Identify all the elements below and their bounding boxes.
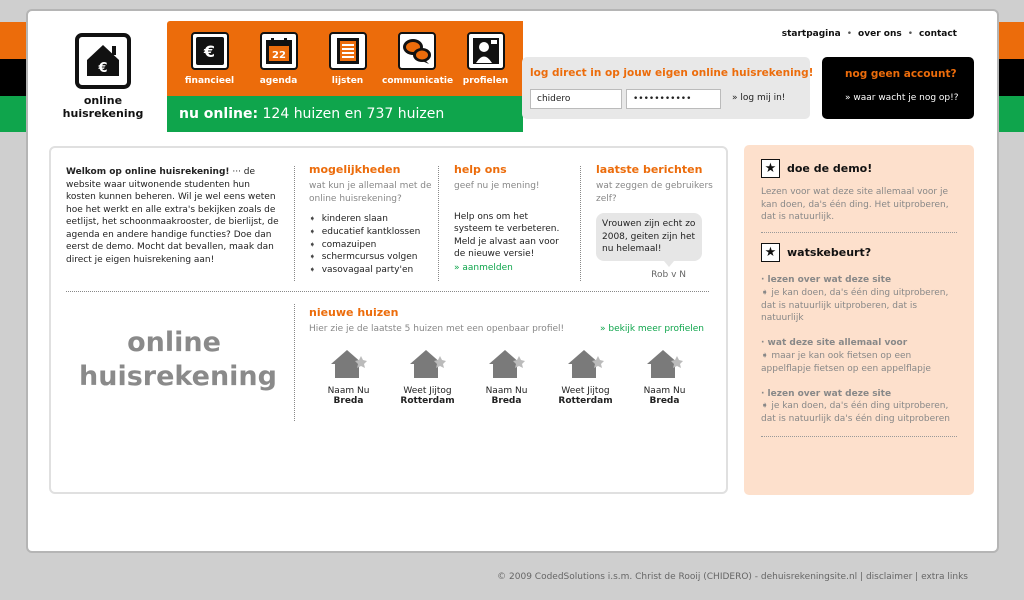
nav-item-lijsten[interactable] <box>313 32 382 86</box>
login-box <box>522 57 814 119</box>
new-houses-title: nieuwe huizen <box>309 306 399 319</box>
link-separator: • <box>846 28 853 39</box>
svg-text:€: € <box>98 61 108 76</box>
welcome-body: ··· de website waar uitwonende studenten hun kosten kunnen beheren. Wil je wel eens weten hoe het werkt en alle extra's bekijken zoals de eetlijst, het schoonmaakrooster, de bierlijst, de agenda en andere handige functies? Doe dan eerst de demo. Mocht dat bevallen, maak dan direct je eigen huisrekening aan! <box>66 167 279 265</box>
footer-copyright: © 2009 CodedSolutions i.s.m. Christ de Rooij (CHIDERO) - dehuisrekeningsite.nl <box>497 572 858 582</box>
big-logo-line2: huisrekening <box>79 361 277 392</box>
welcome-heading: Welkom op online huisrekening! <box>66 167 230 177</box>
register-box <box>822 57 974 119</box>
help-subtitle: geef nu je mening! <box>454 181 540 191</box>
nav-item-agenda[interactable] <box>244 32 313 86</box>
nav-label: financieel <box>184 76 235 86</box>
house-name: Weet Jijtog <box>403 386 452 396</box>
news-item[interactable]: · wat deze site allemaal voor ➧ maar je kan ook fietsen op een appelflapje fietsen op een appelflapje <box>761 338 931 374</box>
more-profiles-link[interactable]: » bekijk meer profielen <box>600 324 704 334</box>
register-title: nog geen account? <box>845 68 957 80</box>
column-divider <box>580 166 581 281</box>
link-startpagina[interactable]: startpagina <box>781 28 841 39</box>
house-city: Breda <box>333 396 364 406</box>
demo-text: Lezen voor wat deze site allemaal voor je kan doen, da's één ding. Het uitproberen, dat is natuurlijk. <box>761 187 949 222</box>
house-icon <box>408 348 448 380</box>
house-icon <box>487 348 527 380</box>
news-section <box>761 243 957 437</box>
password-input[interactable] <box>626 89 721 109</box>
house-city: Breda <box>649 396 680 406</box>
logo-line1: online <box>83 94 123 107</box>
house-icon <box>329 348 369 380</box>
register-link[interactable]: » waar wacht je nog op!? <box>845 93 959 103</box>
news-item[interactable]: · lezen over wat deze site ➧ je kan doen, da's één ding uitproberen, dat is natuurlijk da's één ding uitproberen <box>761 388 950 425</box>
link-contact[interactable]: contact <box>919 28 957 39</box>
list-item: ➧ vasovagaal party'en <box>309 265 414 276</box>
house-name: Naam Nu <box>327 386 370 396</box>
news-title: watskebeurt? <box>787 246 872 259</box>
latest-subtitle: wat zeggen de gebruikers zelf? <box>596 181 713 204</box>
features-title: mogelijkheden <box>309 163 401 176</box>
welcome-text <box>66 166 281 266</box>
message-author: Rob v N <box>651 269 686 280</box>
help-column <box>454 163 564 273</box>
houses-list <box>309 348 704 406</box>
online-label: nu online: <box>179 106 259 122</box>
big-logo <box>79 326 277 394</box>
house-name: Weet Jijtog <box>561 386 610 396</box>
help-body: Help ons om het systeem te verbeteren. Meld je alvast aan voor de nieuwe versie! <box>454 211 560 259</box>
house-city: Rotterdam <box>558 396 613 406</box>
top-links <box>523 21 973 46</box>
list-item: ➧ comazuipen <box>309 239 377 250</box>
list-item: ➧ educatief kantklossen <box>309 226 421 237</box>
list-item: ➧ schermcursus volgen <box>309 252 418 263</box>
column-divider <box>438 166 439 281</box>
house-city: Rotterdam <box>400 396 455 406</box>
nav-item-communicatie[interactable] <box>382 32 454 86</box>
house-icon <box>566 348 606 380</box>
extra-links-link[interactable]: extra links <box>921 572 968 582</box>
help-title: help ons <box>454 163 507 176</box>
profile-icon <box>472 37 500 65</box>
online-counter <box>167 96 523 132</box>
house-euro-icon <box>74 32 132 90</box>
nav-label: communicatie <box>382 76 454 86</box>
nav-item-profielen[interactable] <box>451 32 520 86</box>
house-city: Breda <box>491 396 522 406</box>
house-card[interactable] <box>309 348 388 406</box>
list-item: ➧ kinderen slaan <box>309 214 388 224</box>
sidebar-divider <box>761 436 957 437</box>
features-list <box>309 213 434 277</box>
footer: © 2009 CodedSolutions i.s.m. Christ de Rooij (CHIDERO) - dehuisrekeningsite.nl | disclaimer | extra links <box>497 572 968 582</box>
star-icon: ★ <box>761 159 780 178</box>
main-nav <box>167 21 523 96</box>
arrow-icon: ➧ <box>309 226 316 236</box>
features-column <box>309 163 434 277</box>
news-item[interactable]: · lezen over wat deze site ➧ je kan doen, da's één ding uitproberen, dat is natuurlijk uitproberen, dat is natuurlijk <box>761 275 949 324</box>
star-icon: ★ <box>761 243 780 262</box>
nav-item-financieel[interactable] <box>175 32 244 86</box>
features-subtitle: wat kun je allemaal met de online huisrekening? <box>309 181 432 204</box>
arrow-icon: ➧ <box>309 239 316 249</box>
column-divider <box>294 166 295 281</box>
section-divider <box>66 291 709 292</box>
house-card[interactable] <box>467 348 546 406</box>
login-button[interactable]: » log mij in! <box>732 93 786 103</box>
main-content <box>49 146 728 494</box>
house-icon <box>645 348 685 380</box>
arrow-icon: ➧ <box>309 252 316 262</box>
sidebar <box>744 145 974 495</box>
speech-bubbles-icon <box>402 37 432 65</box>
latest-messages-column <box>596 163 716 280</box>
house-card[interactable] <box>625 348 704 406</box>
calendar-day: 22 <box>271 50 286 61</box>
link-separator: • <box>907 28 914 39</box>
signup-link[interactable]: » aanmelden <box>454 262 513 273</box>
house-name: Naam Nu <box>485 386 528 396</box>
link-over-ons[interactable]: over ons <box>858 28 902 39</box>
new-houses-subtitle: Hier zie je de laatste 5 huizen met een openbaar profiel! <box>309 324 565 334</box>
nav-label: profielen <box>462 76 509 86</box>
disclaimer-link[interactable]: disclaimer <box>865 572 913 582</box>
message-bubble <box>596 213 702 261</box>
nav-label: lijsten <box>331 76 364 86</box>
house-name: Naam Nu <box>643 386 686 396</box>
logo-line2: huisrekening <box>62 107 144 120</box>
sidebar-divider <box>761 232 957 233</box>
latest-title: laatste berichten <box>596 163 703 176</box>
demo-section <box>761 159 957 233</box>
message-text: Vrouwen zijn echt zo 2008, geiten zijn het nu helemaal! <box>602 219 696 254</box>
euro-icon: € <box>196 37 224 65</box>
nav-label: agenda <box>259 76 298 86</box>
online-text: 124 huizen en 737 huizen <box>262 106 445 122</box>
site-logo[interactable] <box>58 32 148 120</box>
arrow-icon: ➧ <box>309 265 316 275</box>
house-card[interactable] <box>546 348 625 406</box>
column-divider <box>294 304 295 421</box>
login-title: log direct in op jouw eigen online huisrekening! <box>530 67 814 79</box>
arrow-icon: ➧ <box>309 214 316 223</box>
big-logo-line1: online <box>127 327 221 358</box>
house-card[interactable] <box>388 348 467 406</box>
new-houses-section <box>309 306 704 406</box>
demo-title[interactable]: doe de demo! <box>787 162 873 175</box>
username-input[interactable] <box>530 89 622 109</box>
list-icon <box>334 37 362 65</box>
calendar-icon <box>265 37 293 65</box>
